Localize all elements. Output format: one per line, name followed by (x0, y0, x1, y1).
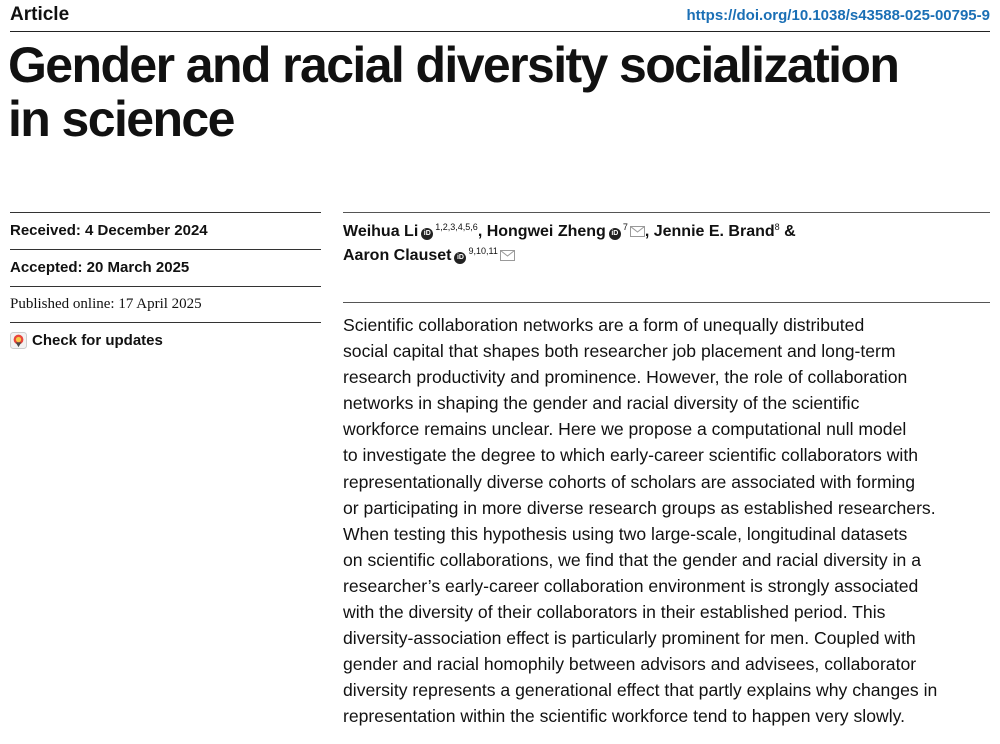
abstract-line: Scientific collaboration networks are a form of unequally distributed (343, 315, 865, 335)
divider (343, 302, 990, 303)
doi-link[interactable]: https://doi.org/10.1038/s43588-025-00795-9 (686, 7, 990, 24)
orcid-icon[interactable]: iD (421, 228, 433, 240)
divider (10, 249, 321, 250)
abstract-line: or participating in more diverse research groups as established researchers. (343, 497, 936, 518)
header-bar (10, 4, 990, 28)
abstract-line: to investigate the degree to which early-career scientific collaborators with (343, 445, 919, 466)
author-name[interactable]: Weihua Li (343, 223, 419, 240)
envelope-icon[interactable] (630, 226, 645, 237)
affiliation-numbers: 8 (774, 222, 780, 232)
abstract-line: diversity represents a generational effect that partly explains why changes in (343, 680, 938, 701)
author-list (343, 220, 990, 268)
orcid-icon[interactable]: iD (454, 252, 466, 264)
abstract-line: researcher’s early-career collaboration environment is strongly associated (343, 575, 919, 596)
abstract-line: research productivity and prominence. However, the role of collaboration (343, 367, 908, 388)
author-name[interactable]: Aaron Clauset (343, 247, 452, 264)
affiliation-numbers: 9,10,11 (468, 246, 498, 256)
page-title (8, 38, 988, 146)
abstract (343, 312, 993, 730)
abstract-line: representationally diverse cohorts of scholars are associated with forming (343, 471, 916, 492)
author-name[interactable]: , Hongwei Zheng (477, 223, 606, 240)
author-name[interactable]: , Jennie E. Brand (644, 223, 775, 240)
top-rule (10, 31, 990, 32)
title-line: in science (8, 91, 234, 147)
ampersand: & (779, 223, 796, 240)
abstract-line: with the diversity of their collaborators in their established period. This (343, 602, 886, 623)
abstract-line: diversity-association effect is particularly prominent for men. Coupled with (343, 628, 916, 649)
received-date: Received: 4 December 2024 (10, 222, 208, 239)
article-type-label: Article (10, 4, 70, 25)
divider (10, 212, 321, 213)
abstract-line: networks in shaping the gender and racial diversity of the scientific (343, 393, 860, 414)
check-updates-label: Check for updates (32, 332, 163, 349)
envelope-icon[interactable] (500, 250, 515, 261)
divider (343, 212, 990, 213)
accepted-date: Accepted: 20 March 2025 (10, 259, 190, 276)
abstract-line: gender and racial homophily between advisors and advisees, collaborator (343, 654, 917, 675)
check-for-updates-button[interactable] (10, 332, 163, 349)
affiliation-numbers: 1,2,3,4,5,6 (435, 222, 478, 232)
author-line (343, 244, 990, 268)
abstract-line: When testing this hypothesis using two large-scale, longitudinal datasets (343, 523, 908, 544)
abstract-line: on scientific collaborations, we find that the gender and racial diversity in a (343, 549, 921, 570)
published-date: Published online: 17 April 2025 (10, 296, 202, 312)
orcid-icon[interactable]: iD (609, 228, 621, 240)
abstract-line: social capital that shapes both researcher job placement and long-term (343, 341, 896, 362)
abstract-line: representation within the scientific workforce tend to happen very slowly. (343, 706, 905, 727)
affiliation-numbers: 7 (622, 222, 628, 232)
abstract-line: workforce remains unclear. Here we propose a computational null model (343, 419, 907, 440)
divider (10, 322, 321, 323)
author-line (343, 220, 990, 244)
title-line: Gender and racial diversity socialization (8, 37, 899, 93)
divider (10, 286, 321, 287)
check-updates-icon (10, 332, 27, 349)
